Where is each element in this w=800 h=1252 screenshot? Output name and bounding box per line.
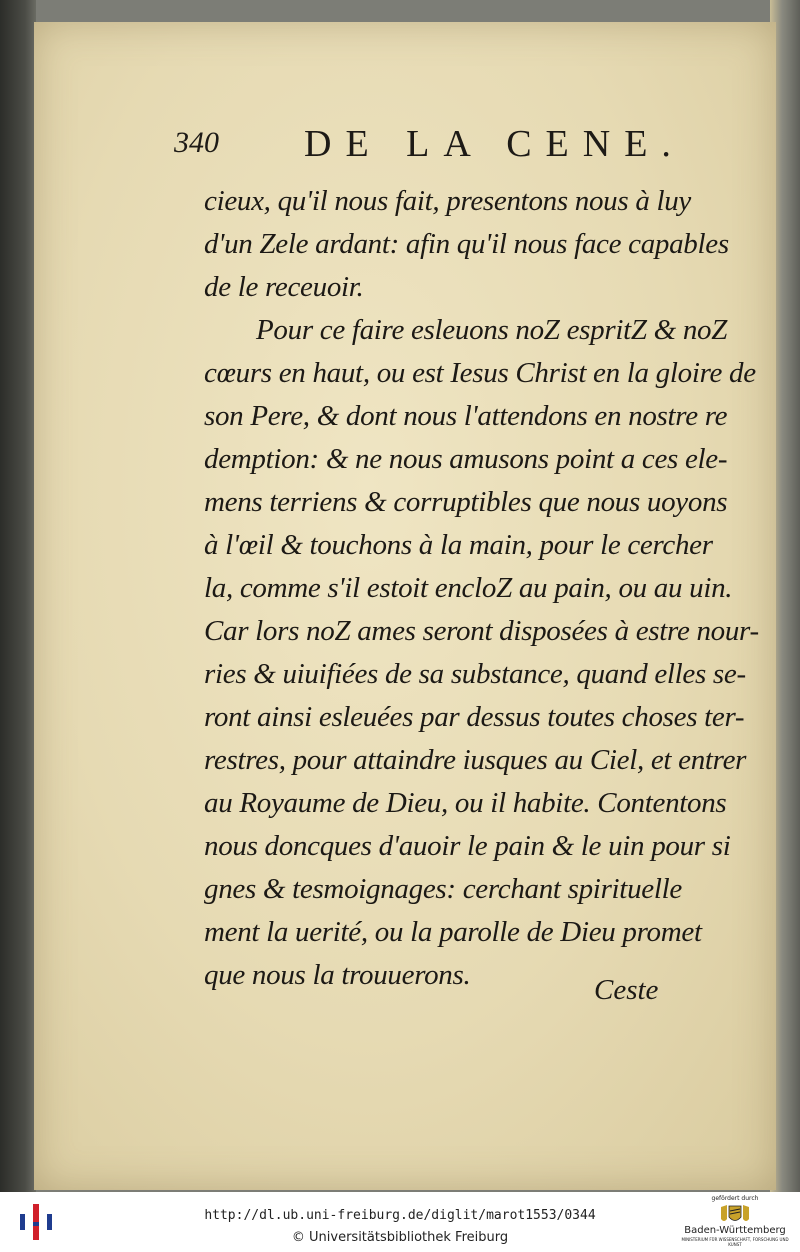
text-line: que nous la trouuerons. (204, 959, 471, 991)
text-line: d'un Zele ardant: afin qu'il nous face capables (204, 228, 729, 260)
text-line: son Pere, & dont nous l'attendons en nostre re (204, 400, 728, 432)
page-number: 340 (174, 126, 219, 159)
page-header (174, 120, 694, 170)
text-line: cieux, qu'il nous fait, presentons nous à luy (204, 185, 691, 217)
text-line: gnes & tesmoignages: cerchant spirituelle (204, 873, 682, 905)
text-line: mens terriens & corruptibles que nous uoyons (204, 486, 728, 518)
text-line: de le receuoir. (204, 271, 364, 303)
text-line: ront ainsi esleuées par dessus toutes choses ter- (204, 701, 745, 733)
sponsor-ministry: MINISTERIUM FÜR WISSENSCHAFT, FORSCHUNG UND KUNST (681, 1237, 789, 1247)
copyright-notice: © Universitätsbibliothek Freiburg (291, 1230, 509, 1245)
viewer-footer (0, 1192, 800, 1252)
state-crest-icon (713, 1203, 757, 1225)
text-line: restres, pour attaindre iusques au Ciel, et entrer (204, 744, 747, 776)
book-page (34, 22, 776, 1190)
sponsor-prefix: gefördert durch (711, 1195, 759, 1202)
running-title: DE LA CENE. (304, 123, 685, 165)
text-line: cœurs en haut, ou est Iesus Christ en la gloire de (204, 357, 756, 389)
sponsor-name: Baden-Württemberg (684, 1225, 786, 1236)
text-line: la, comme s'il estoit encloZ au pain, ou au uin. (204, 572, 733, 604)
text-line: ment la uerité, ou la parolle de Dieu promet (204, 916, 702, 948)
permalink-url[interactable]: http://dl.ub.uni-freiburg.de/diglit/marot1553/0344 (204, 1208, 596, 1223)
catchword: Ceste (594, 974, 659, 1006)
text-line: nous doncques d'auoir le pain & le uin pour si (204, 830, 731, 862)
scan-background-left (0, 0, 36, 1192)
body-text (204, 180, 764, 997)
sponsor-block (680, 1195, 790, 1251)
text-line: Car lors noZ ames seront disposées à estre nour- (204, 615, 759, 647)
text-line: Pour ce faire esleuons noZ espritZ & noZ (256, 314, 728, 346)
text-line: au Royaume de Dieu, ou il habite. Contentons (204, 787, 727, 819)
text-line: demption: & ne nous amusons point a ces ele- (204, 443, 728, 475)
text-line: à l'œil & touchons à la main, pour le cercher (204, 529, 713, 561)
text-line: ries & uiuifiées de sa substance, quand elles se- (204, 658, 746, 690)
